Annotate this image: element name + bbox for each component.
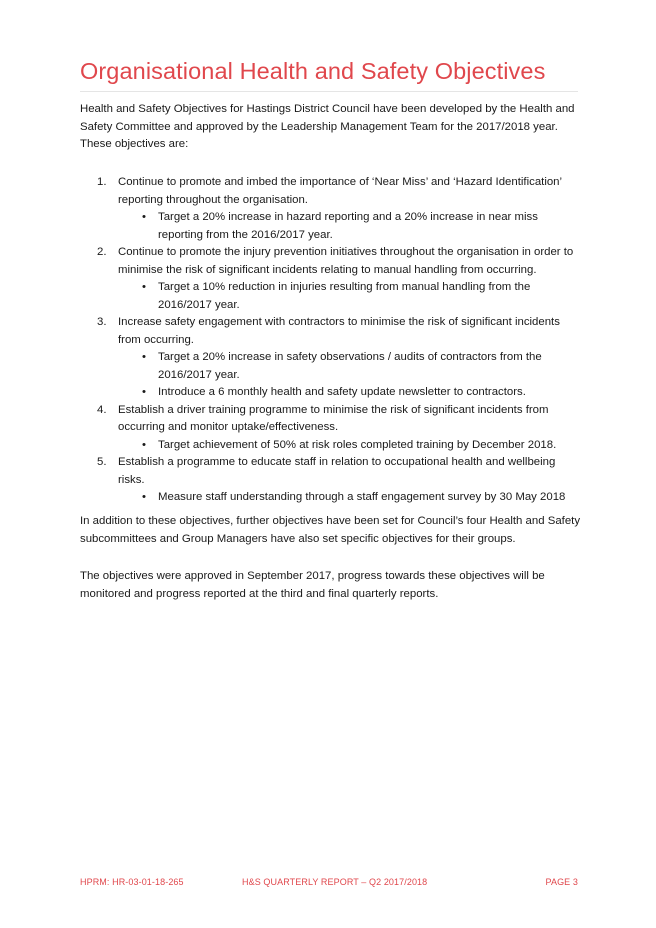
objective-targets: [118, 489, 580, 507]
objective-number: 1.: [97, 176, 107, 188]
objective-item: [80, 174, 580, 244]
bullet-icon: •: [142, 281, 146, 293]
bullet-icon: •: [142, 386, 146, 398]
title-divider: [80, 91, 578, 92]
objective-item: [80, 454, 580, 507]
objective-targets: [118, 349, 580, 402]
objective-targets: [118, 437, 580, 455]
footer-report-title: H&S QUARTERLY REPORT – Q2 2017/2018: [242, 877, 428, 887]
objective-text: Continue to promote the injury prevention initiatives throughout the organisation in order to minimise the risk of significant incidents relating to manual handling from occurring.: [118, 246, 574, 276]
objective-targets: [118, 279, 580, 314]
bullet-icon: •: [142, 351, 146, 363]
objective-number: 3.: [97, 316, 107, 328]
target-text: Target a 20% increase in safety observations / audits of contractors from the 2016/2017 year.: [158, 351, 542, 381]
page-title: Organisational Health and Safety Objectives: [80, 58, 546, 84]
objective-text: Establish a programme to educate staff in relation to occupational health and wellbeing risks.: [118, 456, 556, 486]
objective-number: 2.: [97, 246, 107, 258]
footer-page-number: PAGE 3: [545, 877, 578, 887]
target-item: [118, 489, 580, 507]
bullet-icon: •: [142, 491, 146, 503]
objective-item: [80, 402, 580, 455]
objective-text: Continue to promote and imbed the importance of ‘Near Miss’ and ‘Hazard Identification’ reporting throughout the organisation.: [118, 176, 562, 206]
objectives-list: [80, 174, 580, 507]
target-text: Target a 10% reduction in injuries resulting from manual handling from the 2016/2017 year.: [158, 281, 531, 311]
closing-paragraph-subcommittees: In addition to these objectives, further objectives have been set for Council’s four Health and Safety subcommittees and Group Managers have also set specific objectives for their groups.: [80, 515, 581, 545]
objective-item: [80, 244, 580, 314]
closing-paragraph-approval: The objectives were approved in September 2017, progress towards these objectives will be monitored and progress reported at the third and final quarterly reports.: [80, 570, 545, 600]
target-text: Measure staff understanding through a staff engagement survey by 30 May 2018: [158, 491, 566, 503]
footer-reference: HPRM: HR-03-01-18-265: [80, 877, 184, 887]
target-text: Introduce a 6 monthly health and safety update newsletter to contractors.: [158, 386, 526, 398]
objective-targets: [118, 209, 580, 244]
target-text: Target achievement of 50% at risk roles completed training by December 2018.: [158, 438, 557, 451]
objective-text: Increase safety engagement with contractors to minimise the risk of significant incidents from occurring.: [118, 316, 560, 346]
objective-number: 5.: [97, 456, 107, 468]
target-text: Target a 20% increase in hazard reporting and a 20% increase in near miss reporting from the 2016/2017 year.: [158, 211, 538, 241]
intro-paragraph: Health and Safety Objectives for Hastings District Council have been developed by the Health and Safety Committee and approved by the Leadership Management Team for the 2017/2018 year. These objectives are:: [80, 103, 575, 150]
objective-text: Establish a driver training programme to minimise the risk of significant incidents from occurring and monitor uptake/effectiveness.: [118, 403, 549, 433]
target-item: [118, 384, 580, 402]
bullet-icon: •: [142, 211, 146, 223]
objective-number: 4.: [97, 403, 107, 416]
target-item: [118, 437, 580, 455]
target-item: [118, 209, 580, 244]
target-item: [118, 279, 580, 314]
objective-item: [80, 314, 580, 402]
target-item: [118, 349, 580, 384]
bullet-icon: •: [142, 438, 146, 451]
